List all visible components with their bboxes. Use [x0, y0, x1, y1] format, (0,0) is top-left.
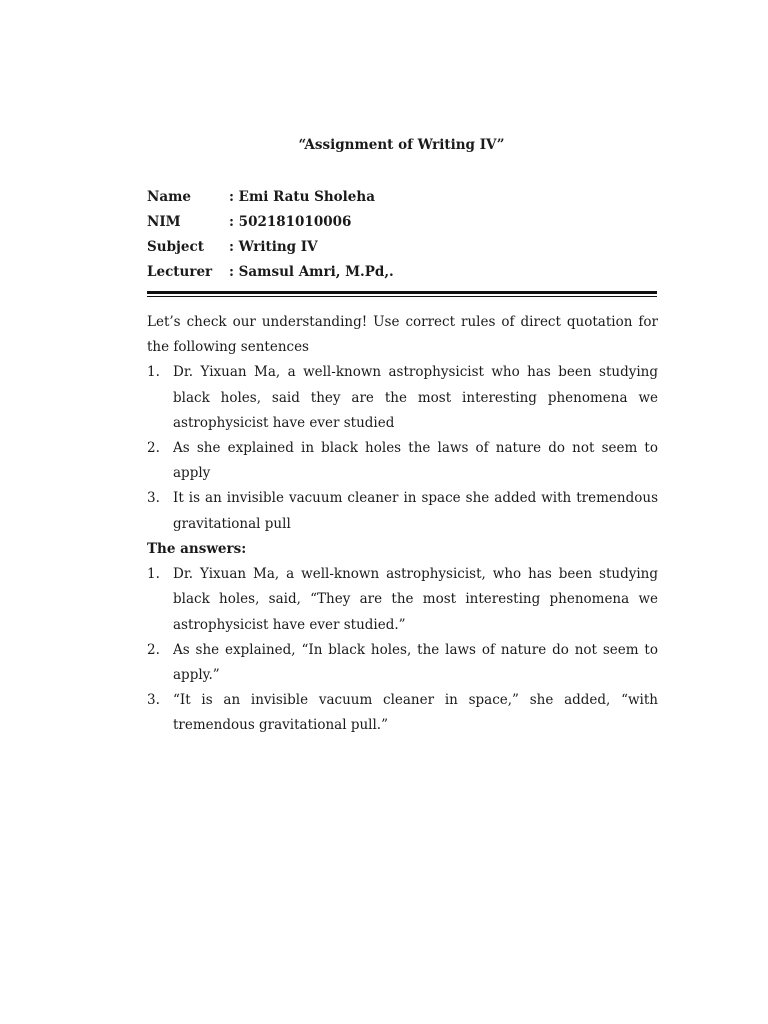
intro-paragraph: Let’s check our understanding! Use correct rules of direct quotation for the following sentences — [147, 314, 658, 356]
header-divider-thick — [147, 291, 657, 294]
list-item — [147, 688, 658, 738]
info-row-lecturer — [147, 262, 657, 287]
list-number: 1. — [147, 566, 160, 583]
info-row-name — [147, 187, 657, 212]
question-text: Dr. Yixuan Ma, a well-known astrophysicist who has been studying black holes, said they are the most interesting phenomena we astrophysicist have ever studied — [173, 364, 658, 431]
info-label-nim: NIM — [147, 214, 181, 230]
answer-text: “It is an invisible vacuum cleaner in space,” she added, “with tremendous gravitational pull.” — [173, 692, 658, 734]
list-item — [147, 486, 658, 536]
info-value-name: : Emi Ratu Sholeha — [229, 189, 375, 205]
list-number: 3. — [147, 490, 160, 507]
answer-text: As she explained, “In black holes, the laws of nature do not seem to apply.” — [173, 641, 658, 684]
question-text: It is an invisible vacuum cleaner in space she added with tremendous gravitational pull — [173, 490, 658, 532]
info-value-nim: : 502181010006 — [229, 214, 352, 230]
info-label-subject: Subject — [147, 239, 204, 255]
document-title: “Assignment of Writing IV” — [298, 137, 505, 153]
answers-section — [147, 537, 658, 739]
list-item — [147, 562, 658, 638]
info-row-subject — [147, 237, 657, 262]
question-list — [147, 360, 658, 536]
questions-section — [147, 310, 658, 537]
list-item — [147, 436, 658, 486]
info-value-subject: : Writing IV — [229, 239, 318, 255]
info-label-lecturer: Lecturer — [147, 264, 213, 280]
list-number: 3. — [147, 692, 160, 709]
answer-list — [147, 562, 658, 738]
info-label-name: Name — [147, 189, 191, 205]
header-divider-thin — [147, 296, 657, 297]
list-item — [147, 638, 658, 688]
student-info-block — [147, 187, 657, 287]
list-number: 2. — [147, 440, 160, 457]
answer-text: Dr. Yixuan Ma, a well-known astrophysicist, who has been studying black holes, said, “They are the most interesting phenomena we astrophysicist have ever studied.” — [173, 566, 658, 633]
info-value-lecturer: : Samsul Amri, M.Pd,. — [229, 264, 394, 280]
list-number: 2. — [147, 641, 160, 658]
list-number: 1. — [147, 364, 160, 381]
list-item — [147, 360, 658, 436]
question-text: As she explained in black holes the laws of nature do not seem to apply — [173, 440, 658, 482]
info-row-nim — [147, 212, 657, 237]
answers-heading: The answers: — [147, 541, 247, 557]
